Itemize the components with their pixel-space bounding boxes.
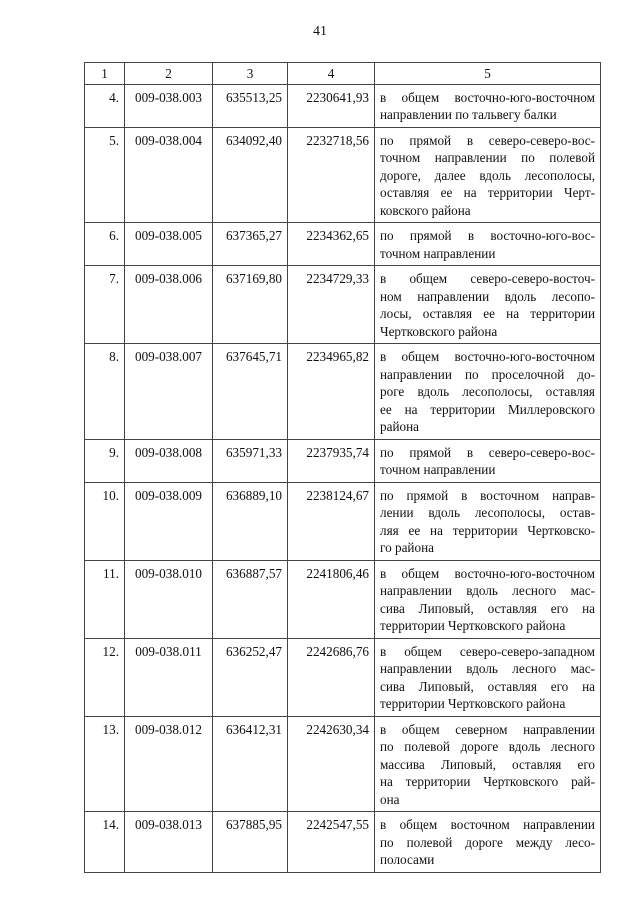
coordinate-x-cell: 637645,71 (213, 344, 288, 440)
description-line: в общем восточно-юго-восточном (380, 565, 595, 581)
description-line: оставляя ее на территории Черт- (380, 185, 595, 200)
point-code-cell: 009-038.008 (125, 439, 213, 482)
table-row (85, 84, 601, 127)
description-line: территории Чертковского района (380, 618, 566, 633)
point-code-cell: 009-038.011 (125, 638, 213, 716)
description-line: дороге, далее вдоль лесополосы, (380, 167, 595, 183)
page-number: 41 (313, 24, 327, 39)
coordinate-y-cell: 2234362,65 (288, 223, 375, 266)
description-line: ляя ее на территории Чертковско- (380, 522, 595, 538)
table-row (85, 223, 601, 266)
description-line: направлении по тальвегу балки (380, 107, 557, 122)
description-line: Чертковского района (380, 323, 498, 339)
point-code-cell: 009-038.003 (125, 84, 213, 127)
point-code-cell: 009-038.004 (125, 127, 213, 223)
column-header-4: 4 (288, 63, 375, 85)
boundary-description-cell (375, 439, 601, 482)
table-row (85, 344, 601, 440)
description-line: района (380, 419, 420, 434)
coordinate-x-cell: 634092,40 (213, 127, 288, 223)
table-row (85, 716, 601, 812)
description-line: в общем северном направлении (380, 721, 595, 737)
coordinate-x-cell: 637365,27 (213, 223, 288, 266)
row-number-cell: 14. (85, 812, 125, 873)
coordinate-y-cell: 2234729,33 (288, 266, 375, 344)
description-line: направлении вдоль лесного мас- (380, 583, 595, 598)
description-line: сива Липовый, оставляя его на (380, 600, 595, 616)
point-code-cell: 009-038.010 (125, 560, 213, 638)
boundary-description-cell (375, 84, 601, 127)
table-row (85, 812, 601, 873)
boundary-description-cell (375, 127, 601, 223)
description-line: по полевой дороге вдоль лесного (380, 739, 595, 754)
description-line: направлении по проселочной до- (380, 366, 595, 382)
description-line: лосы, оставляя ее на территории (380, 306, 595, 321)
boundary-description-cell (375, 223, 601, 266)
table-row (85, 439, 601, 482)
row-number-cell: 10. (85, 482, 125, 560)
coordinate-x-cell: 635971,33 (213, 439, 288, 482)
description-line: ее на территории Миллеровского (380, 401, 595, 417)
coordinate-y-cell: 2242686,76 (288, 638, 375, 716)
description-line: по прямой в восточном направ- (380, 487, 595, 503)
row-number-cell: 12. (85, 638, 125, 716)
point-code-cell: 009-038.009 (125, 482, 213, 560)
boundary-description-cell (375, 266, 601, 344)
row-number-cell: 6. (85, 223, 125, 266)
coordinate-y-cell: 2232718,56 (288, 127, 375, 223)
description-line: в общем восточно-юго-восточном (380, 349, 595, 364)
description-line: точном направлении (380, 245, 496, 261)
coordinate-y-cell: 2237935,74 (288, 439, 375, 482)
description-line: в общем восточно-юго-восточном (380, 89, 595, 105)
coordinate-x-cell: 636252,47 (213, 638, 288, 716)
row-number-cell: 13. (85, 716, 125, 812)
description-line: направлении вдоль лесного мас- (380, 661, 595, 676)
description-line: точном направлении по полевой (380, 150, 595, 165)
description-line: лении вдоль лесополосы, остав- (380, 505, 595, 520)
boundary-description-cell (375, 344, 601, 440)
boundary-description-cell (375, 812, 601, 873)
column-header-3: 3 (213, 63, 288, 85)
column-header-5: 5 (375, 63, 601, 85)
coordinate-y-cell: 2230641,93 (288, 84, 375, 127)
point-code-cell: 009-038.012 (125, 716, 213, 812)
row-number-cell: 11. (85, 560, 125, 638)
boundary-description-cell (375, 638, 601, 716)
point-code-cell: 009-038.007 (125, 344, 213, 440)
coordinate-x-cell: 637885,95 (213, 812, 288, 873)
description-line: полосами (380, 852, 435, 867)
coordinate-x-cell: 636889,10 (213, 482, 288, 560)
description-line: по прямой в восточно-юго-вос- (380, 228, 595, 243)
boundary-description-cell (375, 716, 601, 812)
row-number-cell: 4. (85, 84, 125, 127)
description-line: го района (380, 540, 434, 555)
description-line: сива Липовый, оставляя его на (380, 678, 595, 694)
table-row (85, 638, 601, 716)
coordinate-y-cell: 2242547,55 (288, 812, 375, 873)
table-body (85, 84, 601, 872)
column-header-1: 1 (85, 63, 125, 85)
description-line: точном направлении (380, 462, 496, 477)
description-line: роге вдоль лесополосы, оставляя (380, 384, 595, 399)
description-line: по полевой дороге между лесо- (380, 834, 595, 850)
coordinate-x-cell: 635513,25 (213, 84, 288, 127)
coordinate-y-cell: 2238124,67 (288, 482, 375, 560)
point-code-cell: 009-038.006 (125, 266, 213, 344)
description-line: на территории Чертковского рай- (380, 774, 595, 789)
description-line: по прямой в северо-северо-вос- (380, 444, 595, 460)
coordinate-y-cell: 2242630,34 (288, 716, 375, 812)
coordinate-x-cell: 637169,80 (213, 266, 288, 344)
coordinate-y-cell: 2241806,46 (288, 560, 375, 638)
coordinate-x-cell: 636412,31 (213, 716, 288, 812)
coordinate-y-cell: 2234965,82 (288, 344, 375, 440)
boundary-description-cell (375, 560, 601, 638)
table-row (85, 127, 601, 223)
description-line: массива Липовый, оставляя его (380, 756, 595, 772)
description-line: в общем северо-северо-западном (380, 643, 595, 659)
table-row (85, 266, 601, 344)
row-number-cell: 9. (85, 439, 125, 482)
description-line: в общем восточном направлении (380, 817, 595, 832)
description-line: ковского района (380, 202, 471, 218)
description-line: она (380, 791, 400, 807)
boundary-description-table (84, 62, 601, 873)
table-row (85, 560, 601, 638)
description-line: ном направлении вдоль лесопо- (380, 288, 595, 304)
boundary-description-cell (375, 482, 601, 560)
table-header-row (85, 63, 601, 85)
row-number-cell: 8. (85, 344, 125, 440)
description-line: территории Чертковского района (380, 696, 566, 711)
column-header-2: 2 (125, 63, 213, 85)
row-number-cell: 7. (85, 266, 125, 344)
point-code-cell: 009-038.013 (125, 812, 213, 873)
table-row (85, 482, 601, 560)
description-line: в общем северо-северо-восточ- (380, 271, 595, 286)
description-line: по прямой в северо-северо-вос- (380, 132, 595, 148)
coordinate-x-cell: 636887,57 (213, 560, 288, 638)
row-number-cell: 5. (85, 127, 125, 223)
point-code-cell: 009-038.005 (125, 223, 213, 266)
